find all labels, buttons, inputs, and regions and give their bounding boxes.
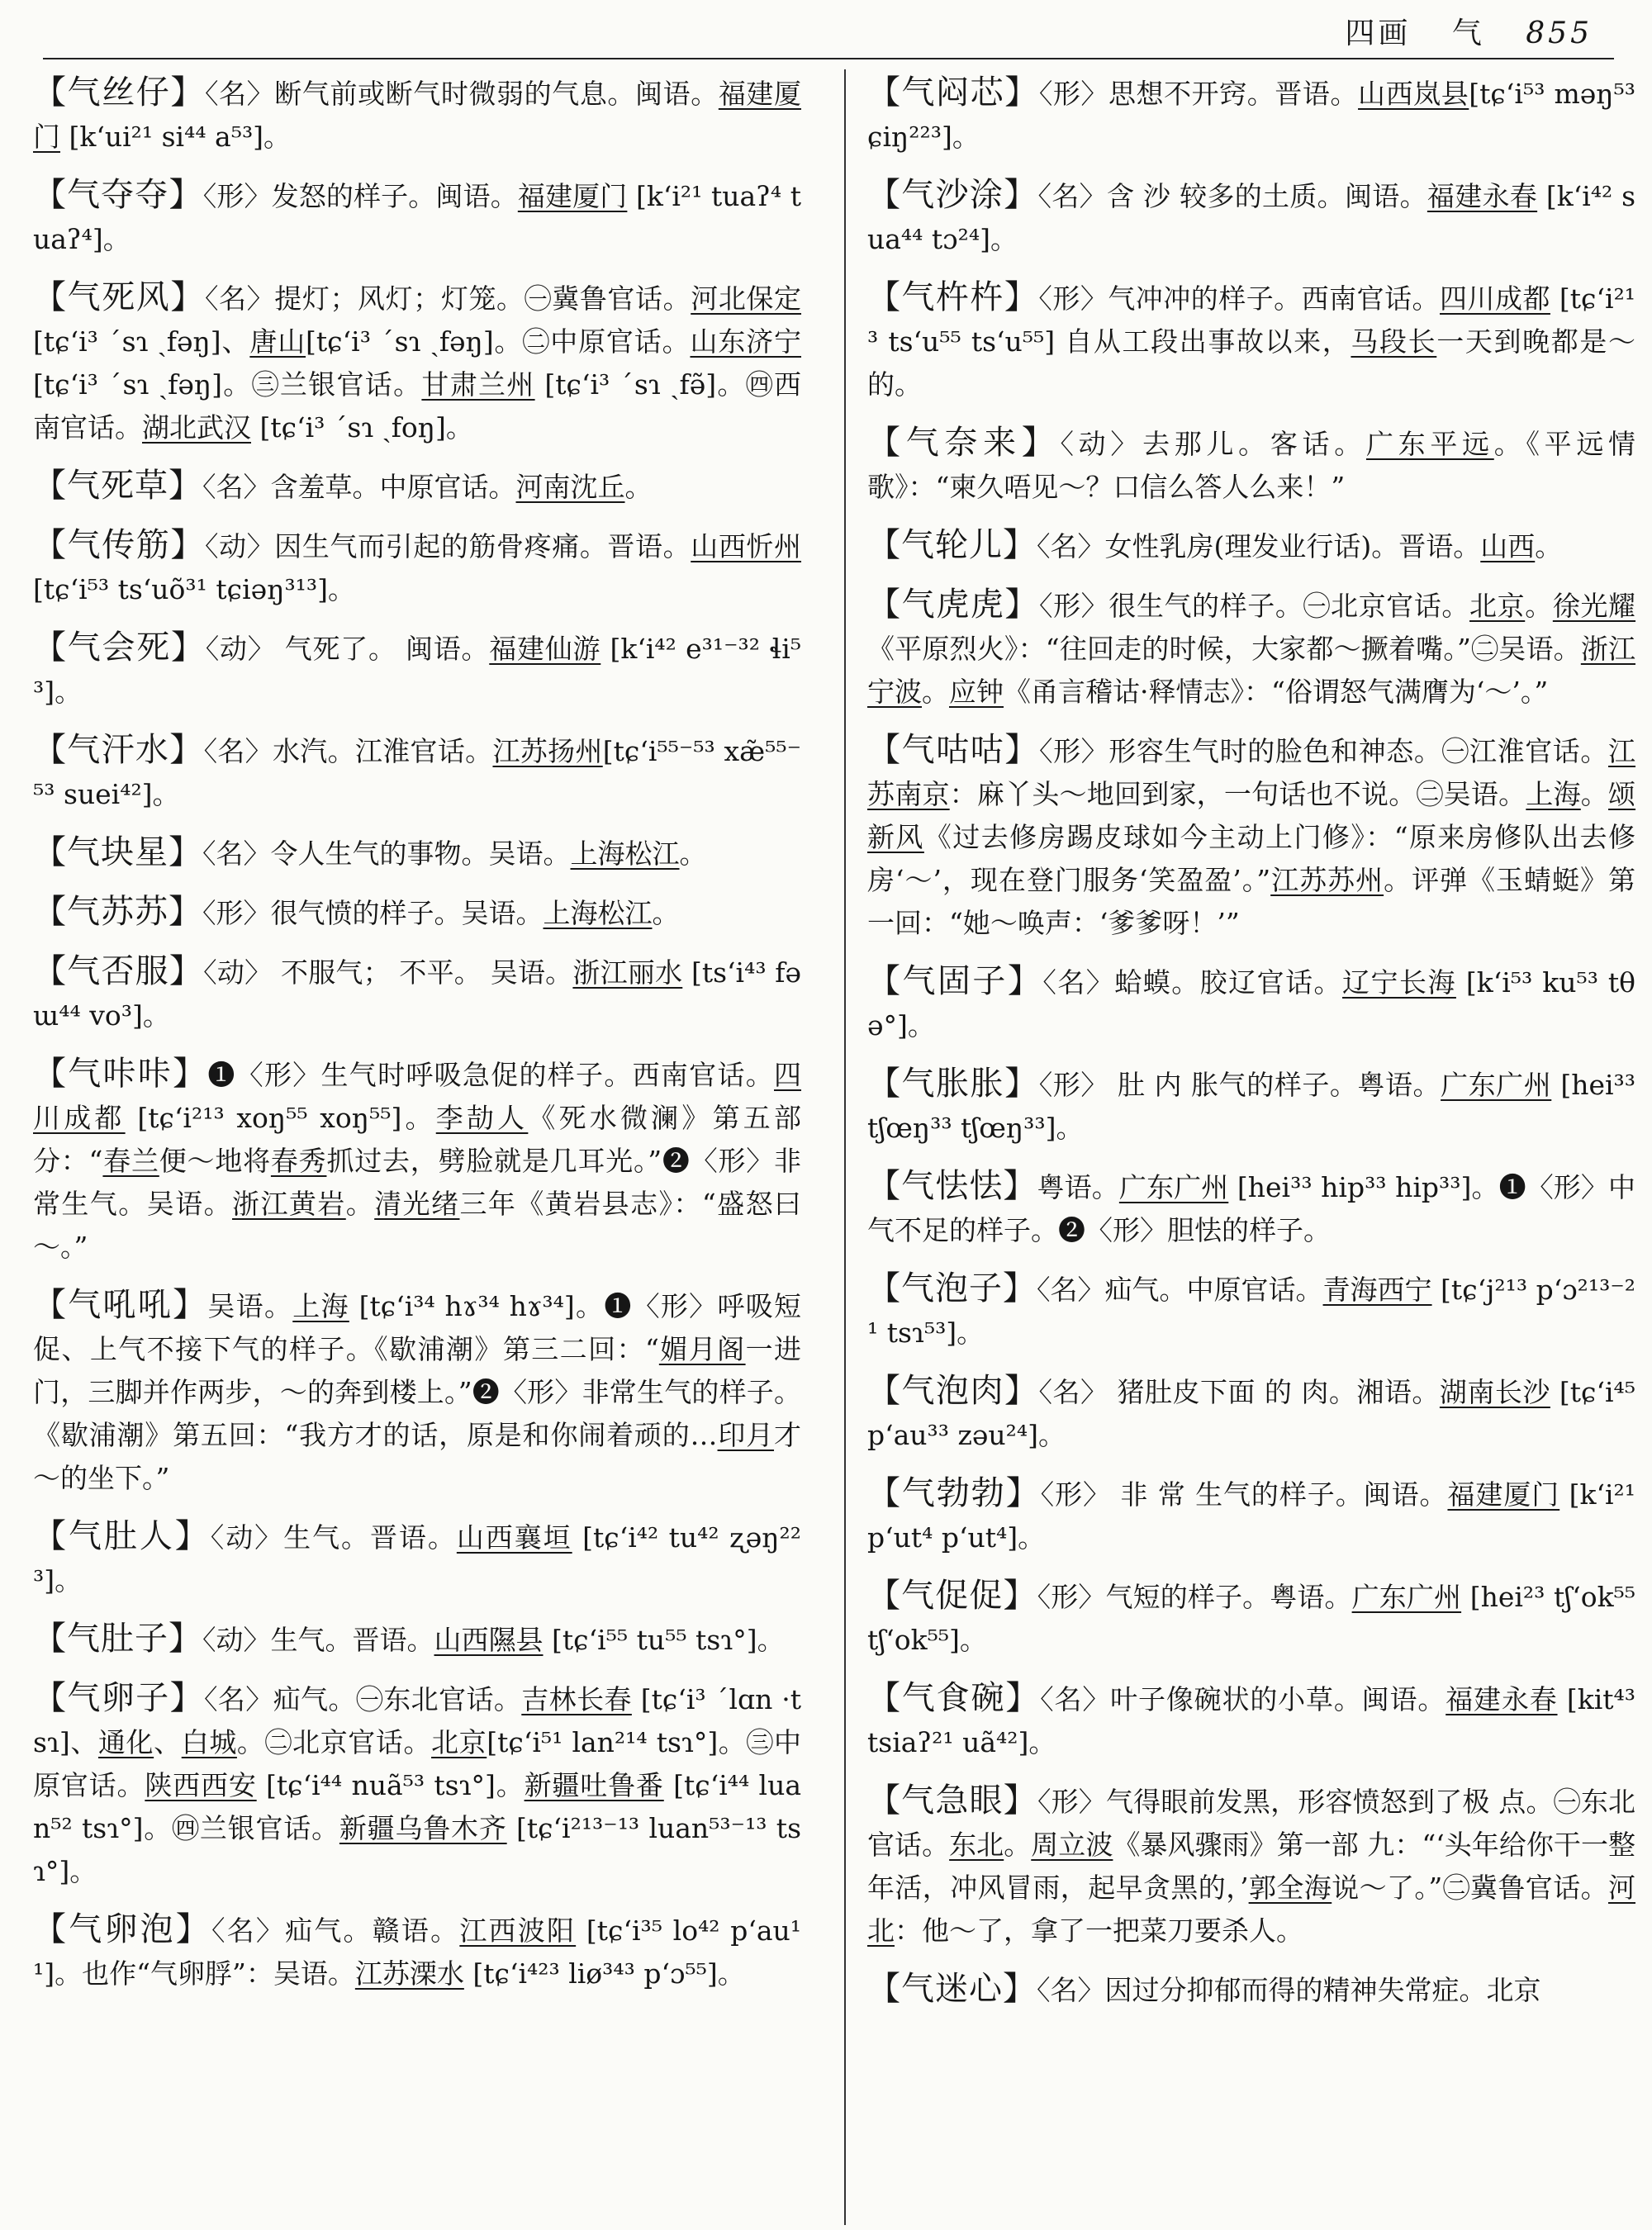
dictionary-entry [867, 1574, 1635, 1662]
dictionary-entry [33, 890, 801, 935]
entry-headword: 【气死草】 [33, 467, 202, 505]
entry-definition: 〈名〉含羞草。中原官话。河南沈丘。 [202, 471, 653, 503]
dictionary-entry [867, 524, 1635, 568]
entry-definition: 〈动〉生气。晋语。山西襄垣 [tɕʻi⁴² tu⁴² ʐəŋ²²³]。 [33, 1521, 802, 1597]
entry-headword: 【气怯怯】 [867, 1167, 1037, 1205]
entry-headword: 【气泡肉】 [867, 1372, 1039, 1410]
left-column [33, 71, 801, 2010]
dictionary-entry [867, 1472, 1635, 1559]
entry-definition: 〈形〉思想不开窍。晋语。山西岚县[tɕʻi⁵³ məŋ⁵³ ɕiŋ²²³]。 [867, 78, 1636, 153]
dictionary-entry [867, 421, 1635, 509]
running-header [1317, 10, 1593, 52]
dictionary-entry [33, 950, 801, 1037]
entry-definition: 〈名〉蛤蟆。胶辽官话。辽宁长海 [kʻi⁵³ ku⁵³ tθə°]。 [867, 966, 1636, 1041]
entry-headword: 【气促促】 [867, 1577, 1037, 1615]
entry-headword: 【气丝仔】 [33, 74, 205, 112]
section-label: 四画 [1345, 17, 1412, 50]
dictionary-entry [867, 276, 1635, 406]
entry-definition: 〈名〉含 沙 较多的土质。闽语。福建永春 [kʻi⁴² sua⁴⁴ tɔ²⁴]。 [867, 180, 1636, 255]
entry-headword: 【气传筋】 [33, 526, 205, 564]
right-column [867, 71, 1635, 2027]
entry-headword: 【气夺夺】 [33, 176, 203, 214]
dictionary-entry [33, 173, 801, 261]
dictionary-entry [33, 728, 801, 816]
entry-definition: ❶〈形〉生气时呼吸急促的样子。西南官话。四川成都 [tɕʻi²¹³ xoŋ⁵⁵ xoŋ⁵⁵]。李劼人《死水微澜》第五部分：“春兰便～地将春秀抓过去，劈脸就是几耳光。”❷〈形〉非常生气。吴语。浙江黄岩。清光绪三年《黄岩县志》：“盛怒曰～。” [33, 1059, 802, 1263]
entry-headword: 【气固子】 [867, 962, 1043, 1000]
header-rule [43, 58, 1614, 59]
page-number: 855 [1526, 17, 1593, 50]
entry-headword: 【气汗水】 [33, 731, 204, 769]
dictionary-entry [33, 1617, 801, 1662]
entry-headword: 【气卵子】 [33, 1679, 204, 1717]
entry-headword: 【气肚子】 [33, 1620, 202, 1658]
entry-headword: 【气卵泡】 [33, 1910, 212, 1948]
dictionary-entry [867, 1779, 1635, 1952]
entry-headword: 【气食碗】 [867, 1679, 1041, 1717]
entry-headword: 【气块星】 [33, 833, 202, 871]
entry-headword: 【气急眼】 [867, 1782, 1037, 1820]
dictionary-entry [867, 1165, 1635, 1252]
entry-headword: 【气虎虎】 [867, 586, 1039, 624]
entry-headword: 【气会死】 [33, 629, 206, 667]
dictionary-entry [867, 1267, 1635, 1355]
entry-definition: 吴语。上海 [tɕʻi³⁴ hɤ³⁴ hɤ³⁴]。❶〈形〉呼吸短促、上气不接下气的样子。《歇浦潮》第三二回：“媚月阁一进门，三脚并作两步，～的奔到楼上。”❷〈形〉非常生气的样子。《歇浦潮》第五回：“我方才的话，原是和你闹着顽的…印月才～的坐下。” [33, 1290, 802, 1494]
entry-definition: 〈动〉 气死了。 闽语。福建仙游 [kʻi⁴² e³¹⁻³² ɬi⁵³]。 [33, 633, 802, 708]
dictionary-entry [867, 1369, 1635, 1457]
entry-headword: 【气勃勃】 [867, 1474, 1041, 1512]
dictionary-entry [867, 173, 1635, 261]
entry-definition: 〈形〉发怒的样子。闽语。福建厦门 [kʻi²¹ tuaʔ⁴ tuaʔ⁴]。 [33, 180, 801, 255]
entry-definition: 〈形〉 非 常 生气的样子。闽语。福建厦门 [kʻi²¹ pʻut⁴ pʻut⁴]。 [867, 1478, 1635, 1554]
dictionary-entry [33, 1677, 801, 1893]
dictionary-entry [33, 626, 801, 714]
radical-label: 气 [1451, 17, 1485, 50]
dictionary-entry [867, 960, 1635, 1047]
entry-definition: 〈名〉因过分抑郁而得的精神失常症。北京 [1037, 1974, 1541, 2006]
entry-headword: 【气否服】 [33, 952, 204, 990]
entry-headword: 【气死风】 [33, 278, 205, 316]
entry-headword: 【气杵杵】 [867, 278, 1039, 316]
dictionary-entry [33, 831, 801, 875]
column-divider [844, 69, 846, 2225]
entry-headword: 【气吼吼】 [33, 1286, 208, 1324]
dictionary-entry [33, 1283, 801, 1500]
entry-definition: 〈形〉很生气的样子。㊀北京官话。北京。徐光耀《平原烈火》：“往回走的时候，大家都～撅着嘴。”㊁吴语。浙江宁波。应钟《甬言稽诂·释情志》：“俗谓怒气满膺为‘～’。” [867, 590, 1636, 708]
dictionary-entry [33, 71, 801, 159]
entry-headword: 【气闷芯】 [867, 74, 1039, 112]
entry-definition: 〈名〉水汽。江淮官话。江苏扬州[tɕʻi⁵⁵⁻⁵³ xæ̃⁵⁵⁻⁵³ suei⁴²]。 [33, 735, 802, 810]
entry-headword: 【气奈来】 [867, 424, 1061, 462]
entry-definition: 〈动〉因生气而引起的筋骨疼痛。晋语。山西忻州 [tɕʻi⁵³ tsʻuõ³¹ tɕiəŋ³¹³]。 [33, 530, 802, 605]
entry-definition: 〈名〉叶子像碗状的小草。闽语。福建永春 [kit⁴³ tsiaʔ²¹ uã⁴²]。 [867, 1683, 1636, 1758]
entry-definition: 〈形〉形容生气时的脸色和神态。㊀江淮官话。江苏南京：麻丫头～地回到家，一句话也不说。㊁吴语。上海。颂新风《过去修房踢皮球如今主动上门修》：“原来房修队出去修房‘～’，现在登门服务‘笑盈盈’。”江苏苏州。评弹《玉蜻蜓》第一回：“她～唤声：‘爹爹呀！’” [867, 735, 1636, 939]
dictionary-entry [867, 71, 1635, 159]
entry-definition: 〈名〉疝气。中原官话。青海西宁 [tɕʻj²¹³ pʻɔ²¹³⁻²¹ tsɿ⁵³]。 [867, 1274, 1636, 1349]
entry-headword: 【气沙涂】 [867, 176, 1038, 214]
dictionary-entry [33, 524, 801, 611]
entry-definition: 〈名〉疝气。赣语。江西波阳 [tɕʻi³⁵ lo⁴² pʻau¹¹]。也作“气卵脬”：吴语。江苏溧水 [tɕʻi⁴²³ liø³⁴³ pʻɔ⁵⁵]。 [33, 1914, 802, 1990]
dictionary-entry [33, 1052, 801, 1269]
entry-definition: 〈名〉女性乳房(理发业行话)。晋语。山西。 [1037, 530, 1563, 562]
dictionary-entry [33, 464, 801, 509]
entry-definition: 〈形〉很气愤的样子。吴语。上海松江。 [202, 897, 680, 929]
entry-definition: 〈动〉生气。晋语。山西隰县 [tɕʻi⁵⁵ tu⁵⁵ tsɿ°]。 [202, 1624, 785, 1656]
dictionary-entry [867, 1967, 1635, 2012]
entry-definition: 〈形〉 肚 内 胀气的样子。粤语。广东广州 [hei³³ tʃœŋ³³ tʃœŋ³³]。 [867, 1069, 1635, 1144]
entry-definition: 〈名〉 猪肚皮下面 的 肉。湘语。湖南长沙 [tɕʻi⁴⁵ pʻau³³ zəu²⁴]。 [867, 1376, 1636, 1451]
dictionary-entry [33, 276, 801, 449]
entry-headword: 【气肚人】 [33, 1517, 211, 1555]
entry-definition: 〈形〉气冲冲的样子。西南官话。四川成都 [tɕʻi²¹³ tsʻu⁵⁵ tsʻu⁵⁵] 自从工段出事故以来，马段长一天到晚都是～的。 [867, 282, 1636, 401]
dictionary-entry [867, 728, 1635, 945]
entry-definition: 〈形〉气得眼前发黑，形容愤怒到了极 点。㊀东北官话。东北。周立波《暴风骤雨》第一部 九：“‘头年给你干一整年活，冲风冒雨，起早贪黑的，’郭全海说～了。”㊁冀鲁官话。河北：他～了，拿了一把菜刀要杀人。 [867, 1786, 1636, 1947]
entry-definition: 〈名〉提灯；风灯；灯笼。㊀冀鲁官话。河北保定 [tɕʻi³ ˊsɿ ˏfəŋ]、唐山[tɕʻi³ ˊsɿ ˏfəŋ]。㊁中原官话。山东济宁 [tɕʻi³ ˊsɿ ˏfəŋ]。㊂兰银官话。甘肃兰州 [tɕʻi³ ˊsɿ ˏfə̃]。㊃西南官话。湖北武汉 [tɕʻi³ ˊsɿ ˏfoŋ]。 [33, 282, 802, 444]
entry-headword: 【气咕咕】 [867, 731, 1039, 769]
dictionary-entry [33, 1908, 801, 1995]
entry-headword: 【气泡子】 [867, 1269, 1037, 1307]
entry-definition: 〈名〉疝气。㊀东北官话。吉林长春 [tɕʻi³ ˊlɑn ·tsɿ]、通化、白城。㊁北京官话。北京[tɕʻi⁵¹ lan²¹⁴ tsɿ°]。㊂中原官话。陕西西安 [tɕʻi⁴⁴ nuã⁵³ tsɿ°]。新疆吐鲁番 [tɕʻi⁴⁴ luan⁵² tsɿ°]。㊃兰银官话。新疆乌鲁木齐 [tɕʻi²¹³⁻¹³ luan⁵³⁻¹³ tsɿ°]。 [33, 1683, 802, 1887]
dictionary-entry [33, 1515, 801, 1602]
entry-definition: 〈形〉气短的样子。粤语。广东广州 [hei²³ tʃʻok⁵⁵ tʃʻok⁵⁵]。 [867, 1581, 1636, 1656]
entry-definition: 〈动〉去那儿。客话。广东平远。《平远情歌》：“柬久唔见～？口信么答人么来！” [867, 428, 1636, 503]
entry-headword: 【气迷心】 [867, 1970, 1037, 2008]
entry-definition: 粤语。广东广州 [hei³³ hip³³ hip³³]。❶〈形〉中气不足的样子。❷〈形〉胆怯的样子。 [867, 1171, 1636, 1246]
entry-headword: 【气苏苏】 [33, 893, 202, 931]
entry-headword: 【气咔咔】 [33, 1055, 208, 1093]
entry-definition: 〈名〉令人生气的事物。吴语。上海松江。 [202, 837, 707, 870]
entry-headword: 【气胀胀】 [867, 1065, 1039, 1103]
entry-definition: 〈动〉 不服气； 不平。 吴语。浙江丽水 [tsʻi⁴³ fəɯ⁴⁴ vo³]。 [33, 956, 802, 1032]
entry-definition: 〈名〉断气前或断气时微弱的气息。闽语。福建厦门 [kʻui²¹ si⁴⁴ a⁵³]。 [33, 78, 802, 153]
dictionary-entry [867, 1677, 1635, 1764]
entry-headword: 【气轮儿】 [867, 526, 1037, 564]
dictionary-entry [867, 583, 1635, 714]
dictionary-entry [867, 1062, 1635, 1150]
